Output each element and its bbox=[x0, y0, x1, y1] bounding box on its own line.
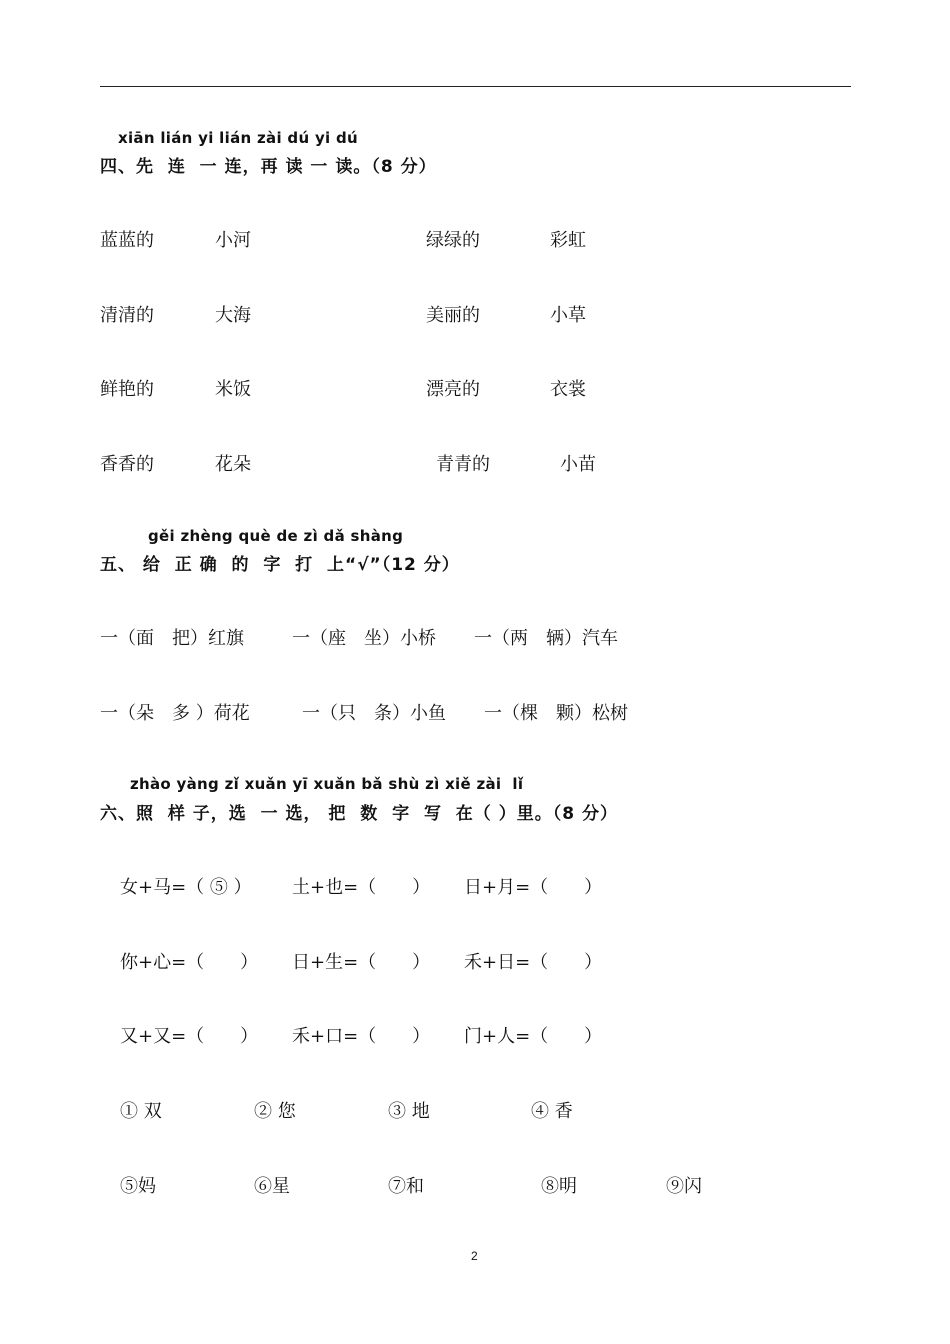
section5-title: 五、 给 正 确 的 字 打 上“√”（12 分） bbox=[100, 555, 460, 575]
s5-choice-item[interactable]: 一（面 把）红旗 bbox=[100, 628, 244, 649]
s6-option: ④ 香 bbox=[531, 1101, 573, 1122]
s6-option: ③ 地 bbox=[388, 1101, 430, 1122]
s6-option: ⑧明 bbox=[541, 1176, 577, 1197]
section5-pinyin: gěi zhèng què de zì dǎ shàng bbox=[148, 527, 404, 545]
s5-choice-item[interactable]: 一（只 条）小鱼 bbox=[302, 703, 446, 724]
s5-choice-item[interactable]: 一（座 坐）小桥 bbox=[292, 628, 436, 649]
s6-option: ⑥星 bbox=[254, 1176, 290, 1197]
s5-choice-item[interactable]: 一（朵 多 ）荷花 bbox=[100, 703, 250, 724]
s4-left-adj[interactable]: 清清的 bbox=[100, 305, 154, 326]
s4-left-noun[interactable]: 米饭 bbox=[215, 379, 251, 400]
s6-option: ① 双 bbox=[120, 1101, 162, 1122]
s4-right-adj[interactable]: 漂亮的 bbox=[426, 379, 480, 400]
s6-equation[interactable]: 女+马=（ ⑤ ） bbox=[120, 877, 252, 898]
s4-right-noun[interactable]: 小草 bbox=[550, 305, 586, 326]
section6-title: 六、照 样 子，选 一 选， 把 数 字 写 在（ ）里。（8 分） bbox=[100, 804, 618, 824]
header-rule bbox=[100, 86, 851, 87]
s6-equation[interactable]: 门+人=（ ） bbox=[464, 1026, 603, 1047]
s4-left-adj[interactable]: 鲜艳的 bbox=[100, 379, 154, 400]
s6-equation[interactable]: 你+心=（ ） bbox=[120, 952, 259, 973]
s4-right-adj[interactable]: 绿绿的 bbox=[426, 230, 480, 251]
s6-option: ⑦和 bbox=[388, 1176, 424, 1197]
s5-choice-item[interactable]: 一（两 辆）汽车 bbox=[474, 628, 618, 649]
s6-equation[interactable]: 日+生=（ ） bbox=[292, 952, 431, 973]
s6-option: ⑨闪 bbox=[666, 1176, 702, 1197]
s6-option: ⑤妈 bbox=[120, 1176, 156, 1197]
s5-choice-item[interactable]: 一（棵 颗）松树 bbox=[484, 703, 628, 724]
s4-right-noun[interactable]: 彩虹 bbox=[550, 230, 586, 251]
s4-left-noun[interactable]: 大海 bbox=[215, 305, 251, 326]
s4-left-noun[interactable]: 小河 bbox=[215, 230, 251, 251]
s6-option: ② 您 bbox=[254, 1101, 296, 1122]
s6-equation[interactable]: 日+月=（ ） bbox=[464, 877, 603, 898]
s4-left-noun[interactable]: 花朵 bbox=[215, 454, 251, 475]
s6-equation[interactable]: 禾+日=（ ） bbox=[464, 952, 603, 973]
s4-right-noun[interactable]: 衣裳 bbox=[550, 379, 586, 400]
page-number: 2 bbox=[471, 1249, 478, 1263]
s6-equation[interactable]: 土+也=（ ） bbox=[292, 877, 431, 898]
s6-equation[interactable]: 又+又=（ ） bbox=[120, 1026, 259, 1047]
s4-left-adj[interactable]: 香香的 bbox=[100, 454, 154, 475]
s4-right-noun[interactable]: 小苗 bbox=[560, 454, 596, 475]
s4-right-adj[interactable]: 美丽的 bbox=[426, 305, 480, 326]
section4-pinyin: xiān lián yi lián zài dú yi dú bbox=[118, 129, 359, 147]
section6-pinyin: zhào yàng zǐ xuǎn yī xuǎn bǎ shù zì xiě zài lǐ bbox=[130, 775, 524, 793]
section4-title: 四、先 连 一 连，再 读 一 读。（8 分） bbox=[100, 157, 437, 177]
s4-left-adj[interactable]: 蓝蓝的 bbox=[100, 230, 154, 251]
s4-right-adj[interactable]: 青青的 bbox=[436, 454, 490, 475]
s6-equation[interactable]: 禾+口=（ ） bbox=[292, 1026, 431, 1047]
